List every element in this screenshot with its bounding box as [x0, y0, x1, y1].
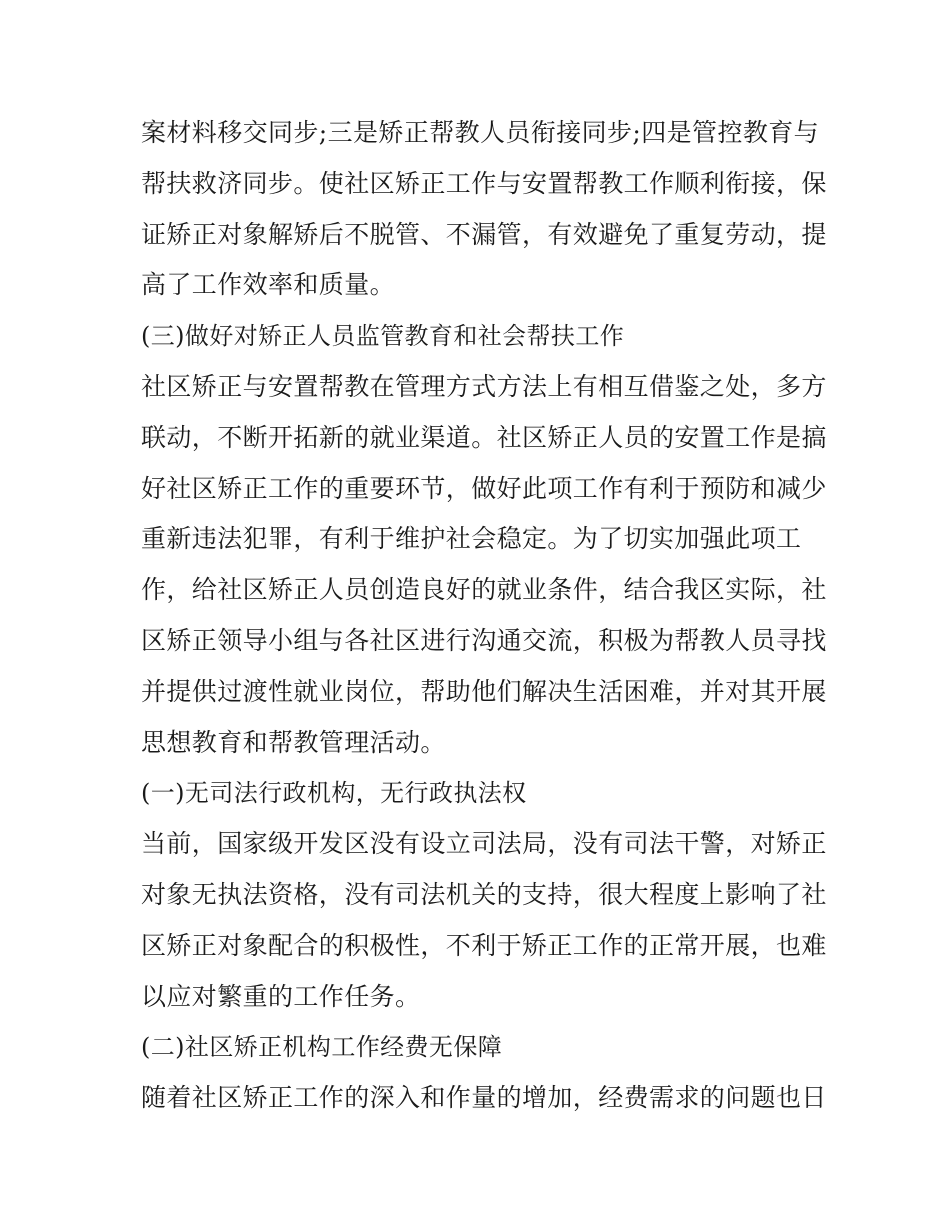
paragraph-line: 社区矫正与安置帮教在管理方式方法上有相互借鉴之处，多方 [141, 371, 827, 401]
paragraph-line: 帮扶救济同步。使社区矫正工作与安置帮教工作顺利衔接，保 [141, 168, 827, 198]
paragraph-line: 以应对繁重的工作任务。 [141, 981, 421, 1011]
paragraph-line: 区矫正领导小组与各社区进行沟通交流，积极为帮教人员寻找 [141, 625, 827, 655]
section-heading: (二)社区矫正机构工作经费无保障 [141, 1033, 503, 1062]
paragraph-line: 对象无执法资格，没有司法机关的支持，很大程度上影响了社 [141, 879, 827, 909]
paragraph-line: 证矫正对象解矫后不脱管、不漏管，有效避免了重复劳动，提 [141, 219, 827, 249]
paragraph-line: 高了工作效率和质量。 [141, 270, 396, 300]
paragraph-line: 并提供过渡性就业岗位，帮助他们解决生活困难，并对其开展 [141, 676, 827, 706]
paragraph-line: 作，给社区矫正人员创造良好的就业条件，结合我区实际，社 [141, 575, 827, 605]
section-heading: (一)无司法行政机构，无行政执法权 [141, 779, 527, 808]
document-body [141, 108, 827, 1124]
paragraph-line: 重新违法犯罪，有利于维护社会稳定。为了切实加强此项工 [141, 524, 802, 554]
paragraph-line: 随着社区矫正工作的深入和作量的增加，经费需求的问题也日 [141, 1083, 827, 1113]
paragraph-line: 案材料移交同步;三是矫正帮教人员衔接同步;四是管控教育与 [141, 118, 820, 147]
paragraph-line: 联动，不断开拓新的就业渠道。社区矫正人员的安置工作是搞 [141, 422, 827, 452]
paragraph-line: 当前，国家级开发区没有设立司法局，没有司法干警，对矫正 [141, 829, 827, 859]
paragraph-line: 好社区矫正工作的重要环节，做好此项工作有利于预防和减少 [141, 473, 827, 503]
paragraph-line: 思想教育和帮教管理活动。 [141, 727, 446, 757]
section-heading: (三)做好对矫正人员监管教育和社会帮扶工作 [141, 322, 625, 351]
paragraph-line: 区矫正对象配合的积极性，不利于矫正工作的正常开展，也难 [141, 930, 827, 960]
